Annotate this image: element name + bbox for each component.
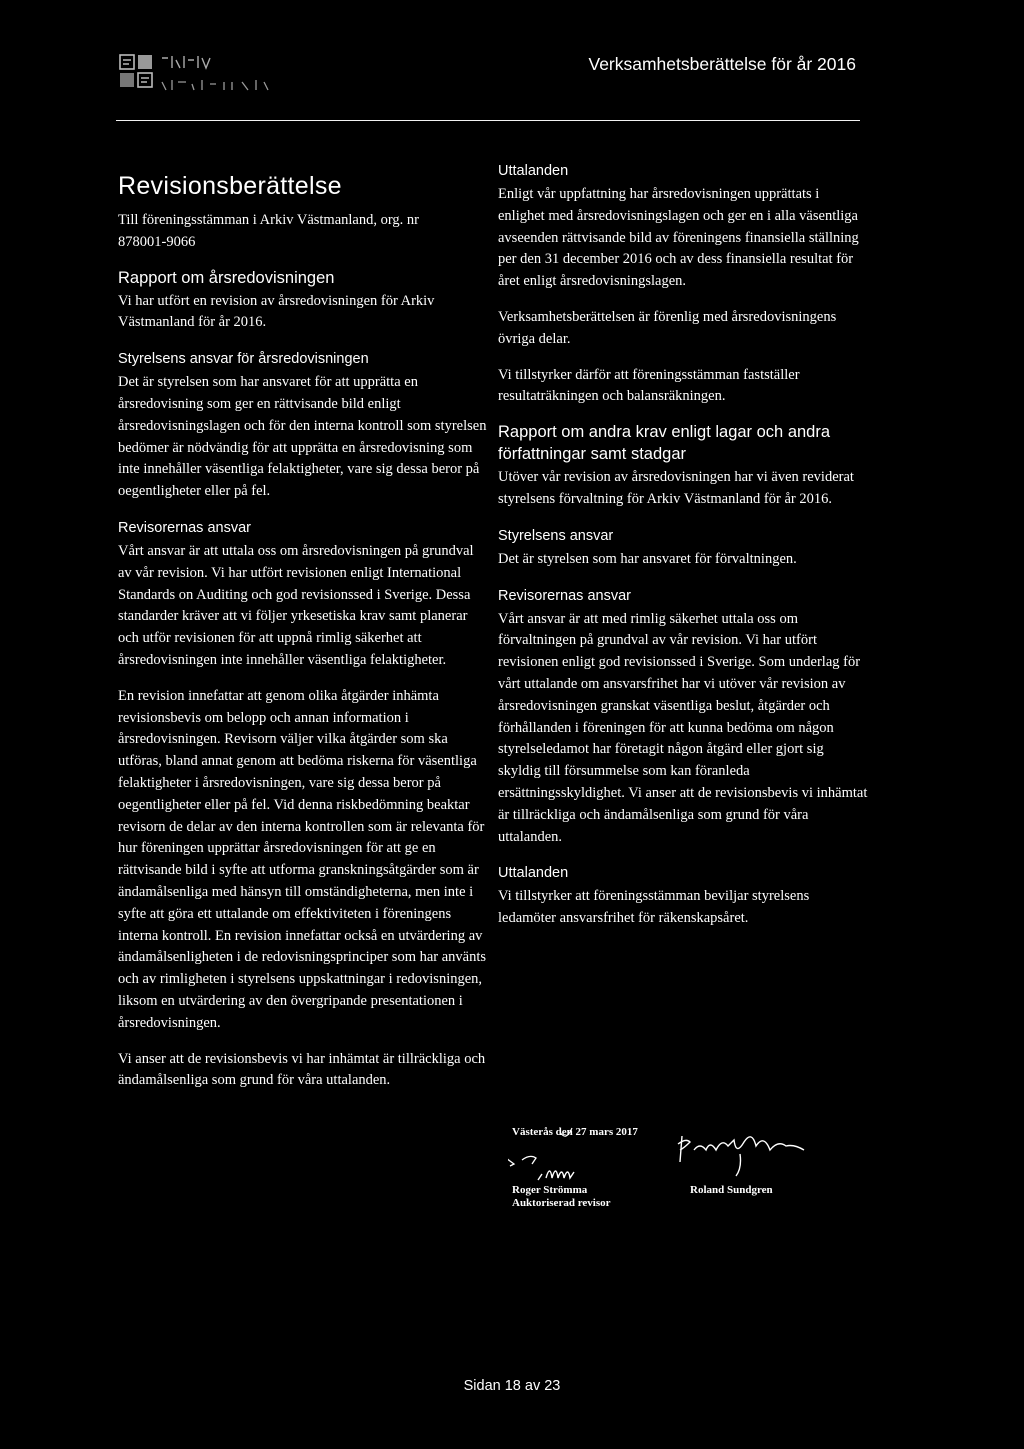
organization-logo bbox=[118, 52, 318, 96]
logo-text-mark bbox=[158, 52, 308, 96]
text-consistency: Verksamhetsberättelsen är förenlig med årsredovisningens övriga delar. bbox=[498, 308, 837, 347]
intro-text: Till föreningsstämman i Arkiv Västmanland, org. nr 878001-9066 bbox=[118, 212, 419, 250]
subheading-statements: Uttalanden bbox=[498, 163, 569, 179]
subheading-board-responsibility-2: Styrelsens ansvar bbox=[498, 527, 614, 544]
text-board-responsibility: Det är styrelsen som har ansvaret för att upprätta en årsredovisning som ger en rättvisande bild enligt årsredovisningslagen och för den interna kontroll som styrelsen bedömer är nödvändig för att upprätta en årsredovisning som inte innehåller väsentliga felaktigheter, vare sig dessa beror på oegentligheter eller på fel. bbox=[118, 374, 487, 500]
page-number: Sidan 18 av 23 bbox=[463, 1378, 561, 1394]
signature-date: Västerås den 27 mars 2017 bbox=[512, 1126, 638, 1138]
logo-mark-icon bbox=[118, 52, 156, 92]
text-board-responsibility-2: Det är styrelsen som har ansvaret för förvaltningen. bbox=[498, 550, 797, 567]
text-audit-evidence: Vi anser att de revisionsbevis vi har inhämtat är tillräckliga och ändamålsenliga som grund för våra uttalanden. bbox=[118, 1050, 486, 1089]
text-other-requirements: Utöver vår revision av årsredovisningen har vi även reviderat styrelsens förvaltning för Arkiv Västmanland för år 2016. bbox=[498, 469, 854, 507]
text-statements: Enligt vår uppfattning har årsredovisningen upprättats i enlighet med årsredovisningslagen och ger en i alla väsentliga avseenden rättvisande bild av föreningens finansiella ställning per den 31 december 2016 och av dess finansiella resultat för året enligt årsredovisningslagen. bbox=[498, 186, 859, 290]
left-column bbox=[118, 168, 488, 1092]
section-heading-other-requirements: Rapport om andra krav enligt lagar och andra författningar samt stadgar bbox=[498, 423, 831, 464]
document-title: Verksamhetsberättelse för år 2016 bbox=[588, 54, 856, 74]
signature-block bbox=[508, 1120, 868, 1250]
text-auditor-responsibility-2: Vårt ansvar är att med rimlig säkerhet uttala oss om förvaltningen på grundval av vår revision. Vi har utfört revisionen enligt god revisionssed i Sverige. Som underlag för vårt uttalande om ansvarsfrihet har vi utöver vår revision av årsredovisningen granskat väsentliga beslut, åtgärder och förhållanden i föreningen för att kunna bedöma om någon styrelseledamot har företagit någon åtgärd eller gjort sig skyldig till försummelse som kan föranleda ersättningsskyldighet. Vi anser att de revisionsbevis vi inhämtat är tillräckliga och ändamålsenliga som grund för våra uttalanden. bbox=[498, 610, 868, 845]
subheading-statements-2: Uttalanden bbox=[498, 865, 569, 882]
section-heading-annual-report: Rapport om årsredovisningen bbox=[118, 268, 335, 287]
text-recommendation: Vi tillstyrker därför att föreningsstämman fastställer resultaträkningen och balansräkningen. bbox=[498, 366, 800, 405]
subheading-auditor-responsibility: Revisorernas ansvar bbox=[118, 519, 251, 536]
right-column bbox=[498, 160, 868, 930]
subheading-auditor-responsibility-2: Revisorernas ansvar bbox=[498, 587, 631, 604]
text-auditor-responsibility: Vårt ansvar är att uttala oss om årsredovisningen på grundval av vår revision. Vi har utfört revisionen enligt International Standards on Auditing och god revisionssed i Sverige. Dessa standarder kräver att vi följer yrkesetiska krav samt planerar och utför revisionen för att uppnå rimlig säkerhet att årsredovisningen inte innehåller väsentliga felaktigheter. bbox=[118, 542, 474, 668]
signatory-role-1: Auktoriserad revisor bbox=[512, 1197, 611, 1209]
header-divider bbox=[116, 120, 860, 121]
subheading-board-responsibility: Styrelsens ansvar för årsredovisningen bbox=[118, 351, 369, 368]
text-statements-2: Vi tillstyrker att föreningsstämman beviljar styrelsens ledamöter ansvarsfrihet för räkenskapsåret. bbox=[498, 888, 810, 927]
section-text-annual-report: Vi har utfört en revision av årsredovisningen för Arkiv Västmanland för år 2016. bbox=[118, 292, 435, 331]
text-audit-scope: En revision innefattar att genom olika åtgärder inhämta revisionsbevis om belopp och annan information i årsredovisningen. Revisorn väljer vilka åtgärder som ska utföras, bland annat genom att bedöma riskerna för väsentliga felaktigheter i årsredovisningen, vare sig dessa beror på oegentligheter eller på fel. Vid denna riskbedömning beaktar revisorn de delar av den interna kontrollen som är relevanta för hur föreningen upprättar årsredovisningen för att ge en rättvisande bild i syfte att utforma granskningsåtgärder som är ändamålsenliga med hänsyn till omständigheterna, men inte i syfte att göra ett uttalande om effektiviteten i föreningens interna kontroll. En revision innefattar också en utvärdering av ändamålsenligheten i de redovisningsprinciper som har använts och av rimligheten i styrelsens uppskattningar i redovisningen, liksom en utvärdering av den övergripande presentationen i årsredovisningen. bbox=[118, 687, 487, 1031]
page-title: Revisionsberättelse bbox=[118, 172, 342, 200]
signatory-name-1: Roger Strömma bbox=[512, 1184, 588, 1196]
signatory-name-2: Roland Sundgren bbox=[690, 1184, 773, 1196]
